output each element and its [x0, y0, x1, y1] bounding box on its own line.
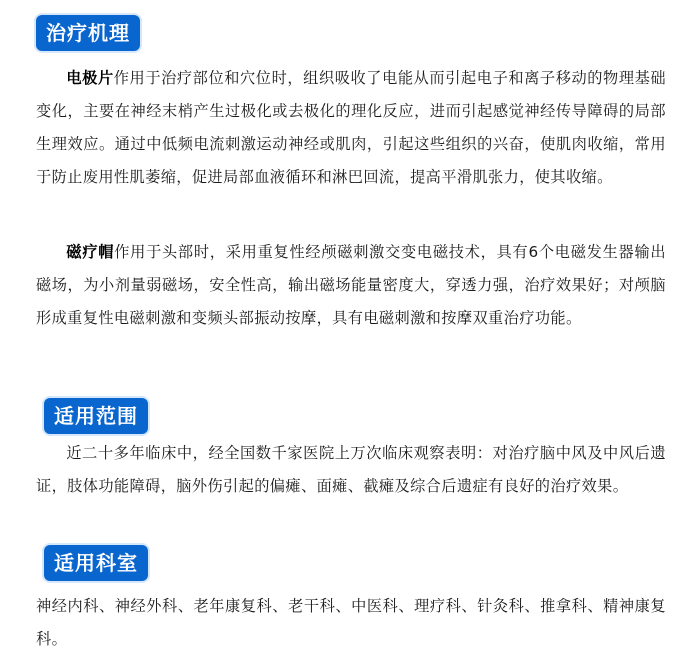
- electrode-pad-description: 作用于治疗部位和穴位时，组织吸收了电能从而引起电子和离子移动的物理基础变化，主要在神经末梢产生过极化或去极化的理化反应，进而引起感觉神经传导障碍的局部生理效应。通过中低频电流刺激运动神经或肌肉，引起这些组织的兴奋，使肌肉收缩，常用于防止废用性肌萎缩，促进局部血液循环和淋巴回流，提高平滑肌张力，使其收缩。: [36, 69, 667, 186]
- mechanism-paragraph-electrode: [36, 62, 666, 194]
- mechanism-paragraph-magnetic-cap: [36, 236, 666, 335]
- magnetic-cap-description: 作用于头部时，采用重复性经颅磁刺激交变电磁技术，具有6个电磁发生器输出磁场，为小剂量弱磁场，安全性高，输出磁场能量密度大，穿透力强，治疗效果好；对颅脑形成重复性电磁刺激和变频头部振动按摩，具有电磁刺激和按摩双重治疗功能。: [36, 243, 666, 327]
- section-title-departments: 适用科室: [44, 545, 148, 581]
- departments-paragraph: 神经内科、神经外科、老年康复科、老干科、中医科、理疗科、针灸科、推拿科、精神康复科。: [36, 597, 666, 648]
- section-title-scope: 适用范围: [44, 398, 148, 434]
- section-title-mechanism: 治疗机理: [36, 15, 140, 51]
- magnetic-cap-term: 磁疗帽: [66, 243, 115, 261]
- electrode-pad-term: 电极片: [66, 69, 114, 87]
- scope-paragraph: 近二十多年临床中，经全国数千家医院上万次临床观察表明：对治疗脑中风及中风后遗证，肢体功能障碍，脑外伤引起的偏瘫、面瘫、截瘫及综合后遗症有良好的治疗效果。: [36, 444, 666, 495]
